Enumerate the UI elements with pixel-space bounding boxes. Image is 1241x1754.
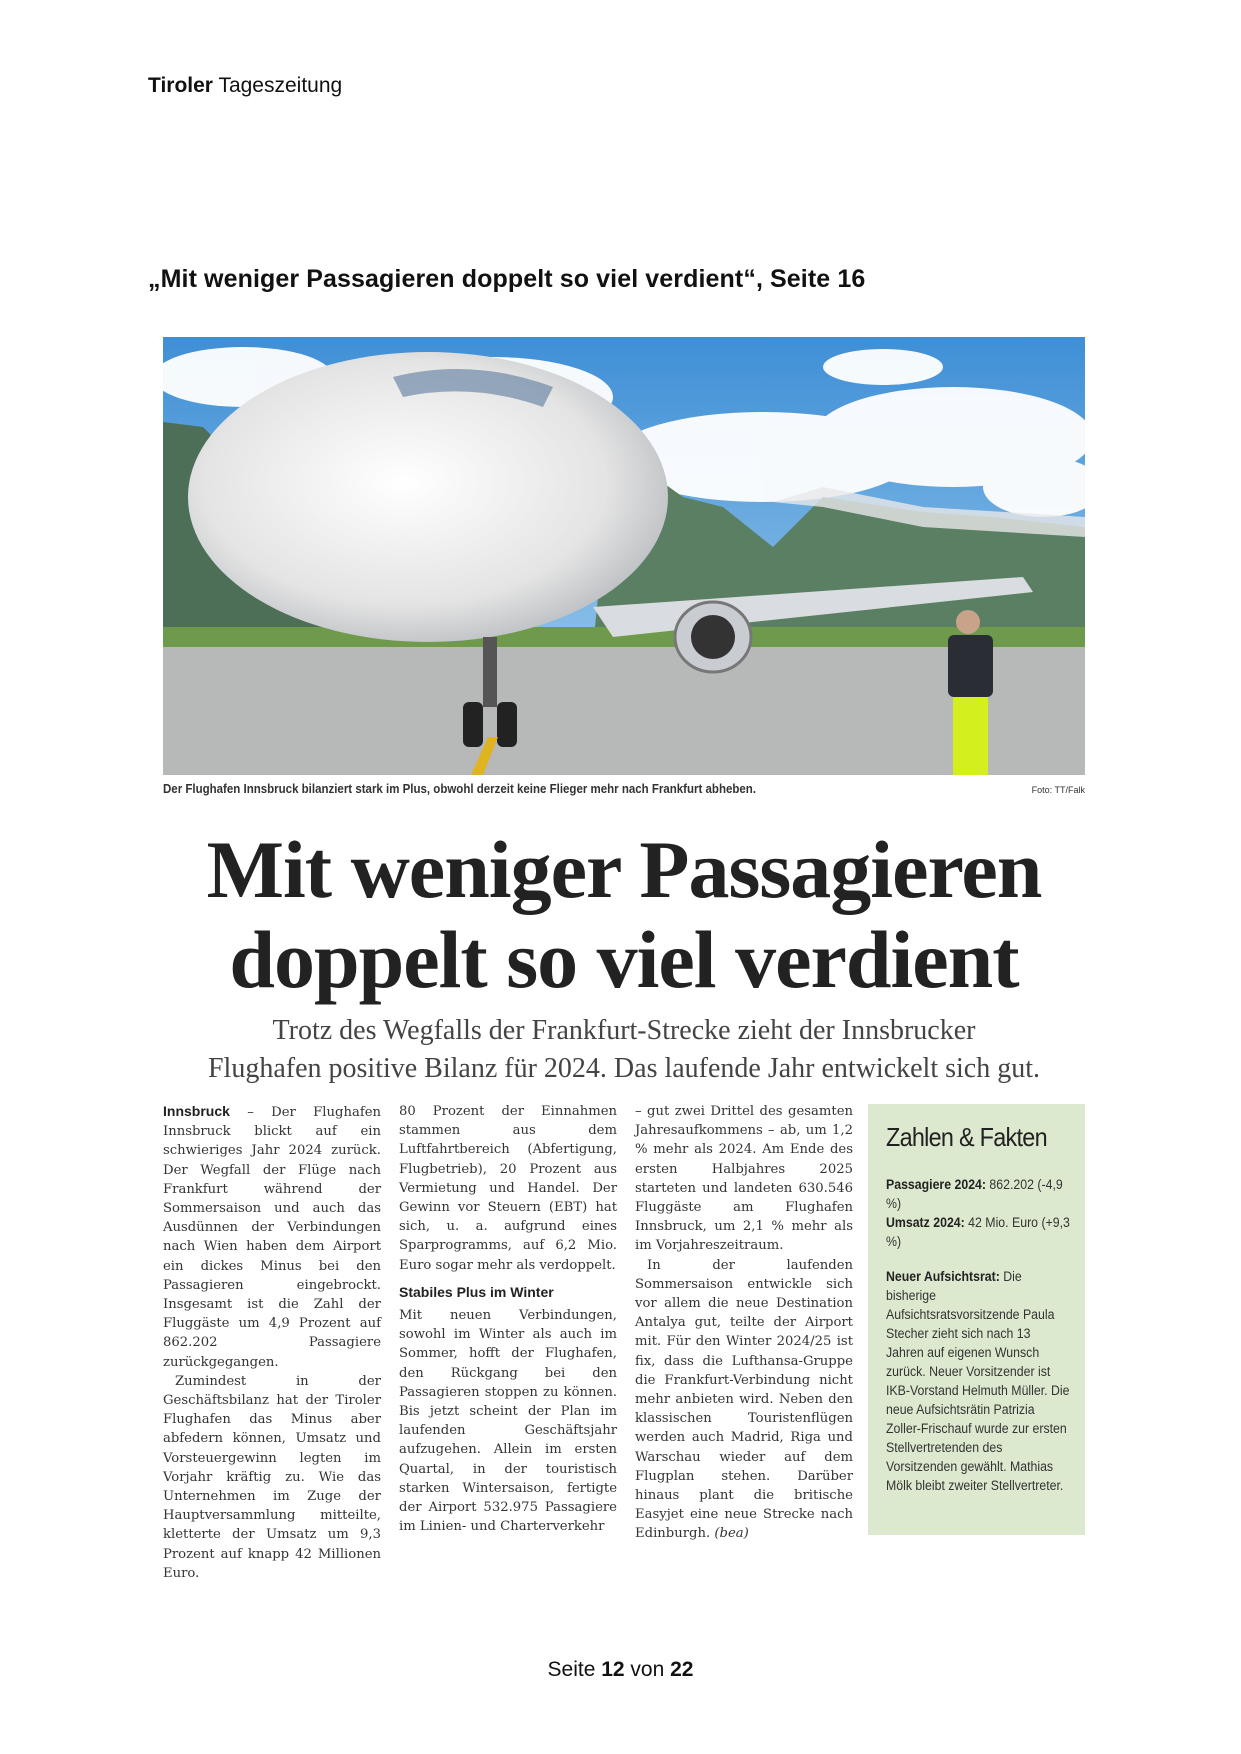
aircraft-nose: [188, 352, 668, 642]
fact-passengers-label: Passagiere 2024:: [886, 1177, 987, 1192]
fact-revenue: [886, 1213, 1070, 1251]
article-deck: [163, 1012, 1085, 1088]
headline-line-1: Mit weniger Passagieren: [206, 824, 1042, 915]
article-column-1: [163, 1102, 381, 1583]
page-current: 12: [601, 1658, 625, 1681]
article-photo: [163, 337, 1085, 775]
deck-line-1: Trotz des Wegfalls der Frankfurt-Strecke zieht der Innsbrucker: [272, 1015, 976, 1046]
page-number: [0, 1658, 1241, 1682]
paragraph-5: – gut zwei Drittel des gesamten Jahresaufkommens – ab, um 1,2 % mehr als 2024. Am Ende des ersten Halbjahres 2025 starteten und landeten 630.546 Fluggäste am Flughafen Innsbruck, um 2,1 % mehr als im Vorjahreszeitraum.: [635, 1104, 853, 1254]
wheel-right: [497, 702, 517, 747]
publication-name-bold: Tiroler: [148, 74, 213, 97]
page-middle: von: [624, 1658, 671, 1681]
publication-header: [148, 74, 342, 98]
publication-name-rest: Tageszeitung: [218, 74, 343, 97]
paragraph-4: Mit neuen Verbindungen, sowohl im Winter als auch im Sommer, hofft der Flughafen, den Rückgang bei den Passagieren stoppen zu können. Bis jetzt scheint der Plan im laufenden Geschäftsjahr aufzugehen. Allein im ersten Quartal, in der touristisch starken Wintersaison, fertigte der Airport 532.975 Passagiere im Linien- und Charterverkehr: [399, 1308, 617, 1535]
paragraph-6: [635, 1256, 853, 1544]
wheel-left: [463, 702, 483, 747]
subheading: Stabiles Plus im Winter: [399, 1283, 554, 1300]
fact-passengers-value: 862.202 (-4,9 %): [886, 1177, 1063, 1211]
tarmac: [163, 647, 1085, 775]
headline-line-2: doppelt so viel verdient: [229, 914, 1019, 1005]
photo-credit: Foto: TT/Falk: [1031, 785, 1085, 795]
spacer: [886, 1251, 1067, 1267]
engine-intake: [691, 615, 735, 659]
paragraph-2: Zumindest in der Geschäftsbilanz hat der Tiroler Flughafen das Minus aber abfedern können, Umsatz und Vorsteuergewinn legten im Vorjahr kräftig zu. Wie das Unternehmen im Zuge der Hauptversammlung mitteilte, kletterte der Umsatz um 9,3 Prozent auf knapp 42 Millionen Euro.: [163, 1373, 381, 1581]
article-reference: „Mit weniger Passagieren doppelt so viel verdient“, Seite 16: [148, 265, 866, 293]
landing-gear: [483, 637, 497, 707]
fact-passengers: [886, 1175, 1070, 1213]
deck-line-2: Flughafen positive Bilanz für 2024. Das laufende Jahr entwickelt sich gut.: [207, 1053, 1040, 1084]
paragraph-6-text: In der laufenden Sommersaison entwickle sich vor allem die neue Destination Antalya gut, teilte der Airport mit. Für den Winter 2024/25 ist fix, dass die Lufthansa-Gruppe die Frankfurt-Verbindung nicht mehr anbieten wird. Neben den klassischen Touristenflügen werden auch Madrid, Riga und Warschau wieder auf dem Flugplan stehen. Darüber hinaus plant die britische Easyjet eine neue Strecke nach Edinburgh.: [635, 1257, 853, 1542]
paragraph-1: [163, 1102, 381, 1372]
author-initials: (bea): [714, 1526, 749, 1542]
paragraph-3: 80 Prozent der Einnahmen stammen aus dem Luftfahrtbereich (Abfertigung, Flugbetrieb), 20 Prozent aus Vermietung und Handel. Der Gewinn vor Steuern (EBT) hat sich, u. a. aufgrund eines Sparprogramms, auf 6,2 Mio. Euro sogar mehr als verdoppelt.: [399, 1104, 617, 1273]
photo-caption: Der Flughafen Innsbruck bilanziert stark im Plus, obwohl derzeit keine Flieger mehr nach Frankfurt abheben.: [163, 782, 757, 796]
article-headline: [163, 825, 1085, 1005]
facts-box-title: Zahlen & Fakten: [886, 1122, 1047, 1152]
dateline-separator: –: [229, 1105, 272, 1120]
airplane-photo: [163, 337, 1085, 775]
article-body: [163, 1102, 853, 1583]
paragraph-1-text: Der Flughafen Innsbruck blickt auf ein schwieriges Jahr 2024 zurück. Der Wegfall der Flüge nach Frankfurt während der Sommersaison und auch das Ausdünnen der Verbindungen nach Wien haben dem Airport ein dickes Minus bei den Passagieren eingebrockt. Insgesamt ist die Zahl der Fluggäste um 4,9 Prozent auf 862.202 Passagiere zurückgegangen.: [163, 1105, 381, 1370]
dateline: Innsbruck: [163, 1103, 230, 1119]
article-column-3: [635, 1102, 853, 1583]
fact-revenue-value: 42 Mio. Euro (+9,3 %): [886, 1215, 1070, 1249]
fact-board-label: Neuer Aufsichtsrat:: [886, 1269, 1000, 1284]
facts-box: [868, 1104, 1085, 1535]
fact-revenue-label: Umsatz 2024:: [886, 1215, 965, 1230]
fact-board: [886, 1267, 1070, 1495]
fact-board-text: Die bisherige Aufsichtsratsvorsitzende Paula Stecher zieht sich nach 13 Jahren auf eigenen Wunsch zurück. Neuer Vorsitzender ist IKB-Vorstand Helmuth Müller. Die neue Aufsichtsrätin Patrizia Zoller-Frischauf wurde zur ersten Stellvertretenden des Vorsitzenden gewählt. Mathias Mölk bleibt zweiter Stellvertreter.: [886, 1269, 1070, 1493]
page-total: 22: [670, 1658, 694, 1681]
article-column-2: [399, 1102, 617, 1583]
page-prefix: Seite: [547, 1658, 602, 1681]
